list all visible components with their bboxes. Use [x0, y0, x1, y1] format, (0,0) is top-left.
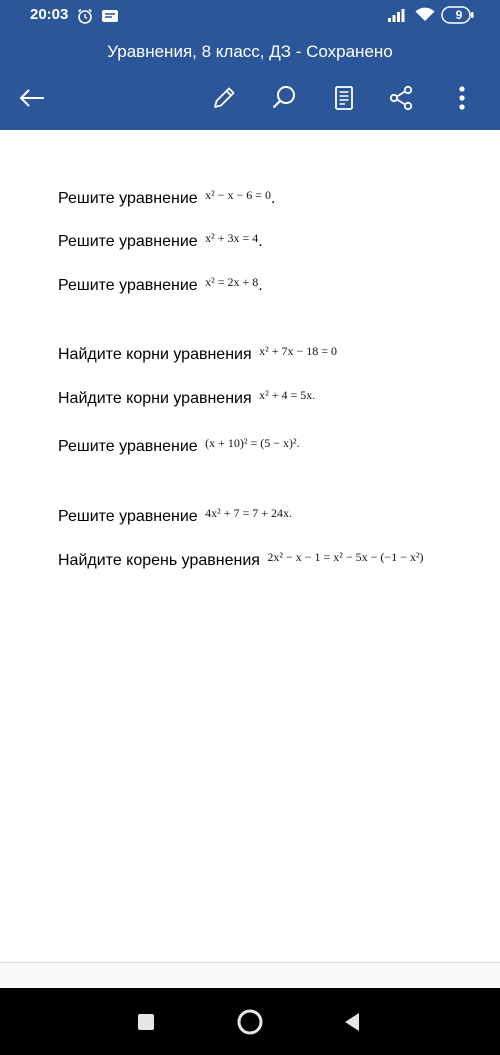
app-header	[0, 0, 500, 130]
task-label: Решите уравнение	[58, 233, 198, 250]
back-button[interactable]	[14, 80, 50, 116]
task-item	[58, 188, 275, 208]
back-triangle-icon	[343, 1012, 361, 1032]
system-navigation-bar	[0, 988, 500, 1055]
search-button[interactable]	[266, 80, 302, 116]
task-label: Решите уравнение	[58, 508, 198, 525]
signal-icon	[387, 7, 407, 28]
bottom-strip	[0, 963, 500, 988]
status-bar	[0, 0, 500, 30]
back-arrow-icon	[18, 87, 46, 109]
share-button[interactable]	[383, 80, 419, 116]
task-item	[58, 388, 315, 408]
task-equation: x² = 2x + 8	[205, 275, 259, 289]
home-icon	[235, 1007, 265, 1037]
task-label: Решите уравнение	[58, 277, 198, 294]
task-item	[58, 275, 263, 295]
alarm-icon	[76, 7, 94, 30]
task-item	[58, 550, 424, 570]
task-end: .	[271, 190, 276, 207]
task-end: .	[258, 233, 263, 250]
edit-button[interactable]	[206, 80, 242, 116]
task-equation: x² − x − 6 = 0	[205, 188, 272, 202]
document-page[interactable]	[0, 130, 500, 960]
task-label: Найдите корень уравнения	[58, 552, 260, 569]
task-equation: x² + 4 = 5x.	[259, 388, 316, 402]
task-equation: (x + 10)² = (5 − x)².	[205, 436, 300, 450]
task-label: Решите уравнение	[58, 438, 198, 455]
search-icon	[271, 85, 297, 111]
document-title: Уравнения, 8 класс, ДЗ - Сохранено	[107, 42, 393, 61]
task-item	[58, 506, 292, 526]
task-label: Найдите корни уравнения	[58, 390, 252, 407]
share-icon	[388, 85, 414, 111]
pen-icon	[211, 85, 237, 111]
reading-view-button[interactable]	[326, 80, 362, 116]
back-nav-button[interactable]	[336, 1006, 368, 1038]
battery-level: 9	[455, 8, 463, 22]
task-equation: x² + 3x = 4	[205, 231, 259, 245]
task-item	[58, 344, 337, 364]
task-equation: 4x² + 7 = 7 + 24x.	[205, 506, 293, 520]
more-icon	[457, 85, 467, 111]
task-label: Найдите корни уравнения	[58, 346, 252, 363]
status-time: 20:03	[30, 6, 69, 23]
notification-icon	[100, 7, 120, 30]
task-label: Решите уравнение	[58, 190, 198, 207]
task-equation: x² + 7x − 18 = 0	[259, 344, 337, 358]
task-item	[58, 231, 263, 251]
reading-view-icon	[332, 85, 356, 111]
task-equation: 2x² − x − 1 = x² − 5x − (−1 − x²)	[267, 550, 424, 564]
home-button[interactable]	[234, 1006, 266, 1038]
task-item	[58, 436, 300, 456]
wifi-icon	[414, 7, 436, 28]
task-end: .	[258, 277, 263, 294]
recent-apps-button[interactable]	[130, 1006, 162, 1038]
more-options-button[interactable]	[444, 80, 480, 116]
recent-apps-icon	[137, 1013, 155, 1031]
